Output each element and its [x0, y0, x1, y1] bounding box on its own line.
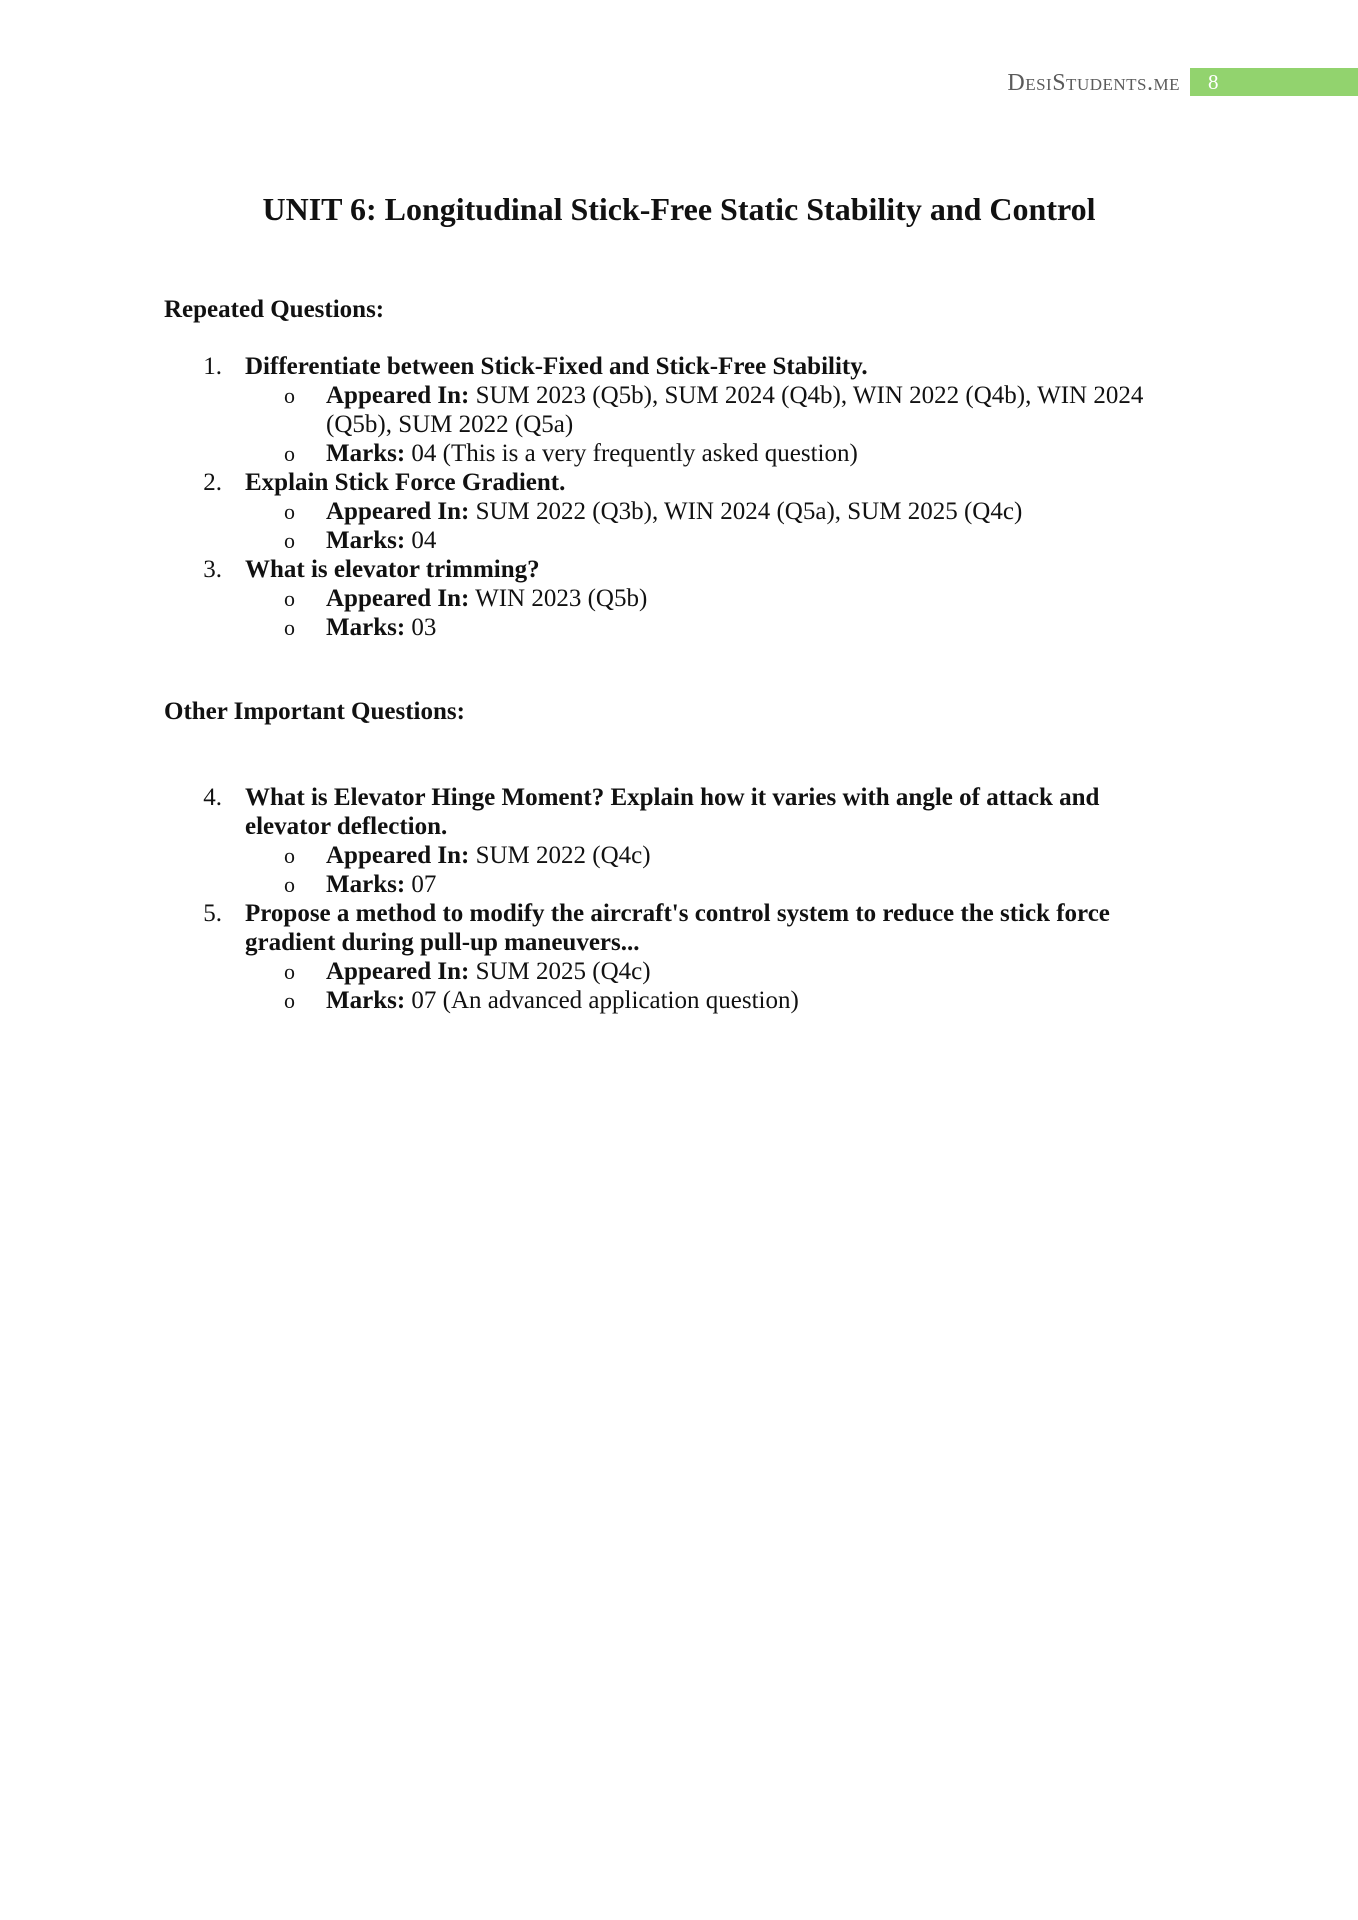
question-text: Differentiate between Stick-Fixed and Stick-Free Stability. — [245, 353, 868, 380]
bullet-icon: o — [284, 843, 295, 868]
appeared-label: Appeared In: — [326, 842, 470, 869]
appeared-label: Appeared In: — [326, 585, 470, 612]
section-repeated-heading: Repeated Questions: — [164, 296, 385, 323]
appeared-value: WIN 2023 (Q5b) — [475, 585, 648, 612]
bullet-icon: o — [284, 528, 295, 553]
appeared-value: SUM 2025 (Q4c) — [475, 958, 651, 985]
question-number: 4. — [203, 784, 222, 811]
marks-label: Marks: — [326, 440, 406, 467]
marks-label: Marks: — [326, 527, 406, 554]
bullet-icon: o — [284, 872, 295, 897]
site-name: DesiStudents.me — [1007, 70, 1180, 96]
appeared-value: SUM 2022 (Q4c) — [475, 842, 651, 869]
page-number: 8 — [1190, 68, 1358, 96]
page-header — [0, 68, 1358, 98]
page-title: UNIT 6: Longitudinal Stick-Free Static Stability and Control — [262, 191, 1096, 227]
bullet-icon: o — [284, 615, 295, 640]
marks-value: 07 — [411, 871, 437, 898]
question-text: What is Elevator Hinge Moment? Explain how it varies with angle of attack and elevator deflection. — [245, 784, 1100, 840]
appeared-label: Appeared In: — [326, 958, 470, 985]
bullet-icon: o — [284, 383, 295, 408]
question-number: 5. — [203, 900, 222, 927]
question-text: What is elevator trimming? — [245, 556, 540, 583]
section-other-heading: Other Important Questions: — [164, 698, 465, 725]
bullet-icon: o — [284, 988, 295, 1013]
appeared-label: Appeared In: — [326, 498, 470, 525]
marks-value: 07 (An advanced application question) — [411, 987, 799, 1014]
question-number: 1. — [203, 353, 222, 380]
bullet-icon: o — [284, 959, 295, 984]
marks-label: Marks: — [326, 614, 406, 641]
marks-value: 04 — [411, 527, 437, 554]
question-text: Propose a method to modify the aircraft's control system to reduce the stick force gradient during pull-up maneuvers... — [245, 900, 1110, 956]
marks-value: 04 (This is a very frequently asked question) — [411, 440, 858, 467]
appeared-label: Appeared In: — [326, 382, 470, 409]
question-number: 2. — [203, 469, 222, 496]
question-text: Explain Stick Force Gradient. — [245, 469, 566, 496]
bullet-icon: o — [284, 586, 295, 611]
bullet-icon: o — [284, 499, 295, 524]
appeared-value: SUM 2023 (Q5b), SUM 2024 (Q4b), WIN 2022 (Q4b), WIN 2024 (Q5b), SUM 2022 (Q5a) — [326, 382, 1144, 438]
question-number: 3. — [203, 556, 222, 583]
appeared-value: SUM 2022 (Q3b), WIN 2024 (Q5a), SUM 2025 (Q4c) — [475, 498, 1023, 525]
marks-label: Marks: — [326, 871, 406, 898]
bullet-icon: o — [284, 441, 295, 466]
marks-label: Marks: — [326, 987, 406, 1014]
marks-value: 03 — [411, 614, 437, 641]
